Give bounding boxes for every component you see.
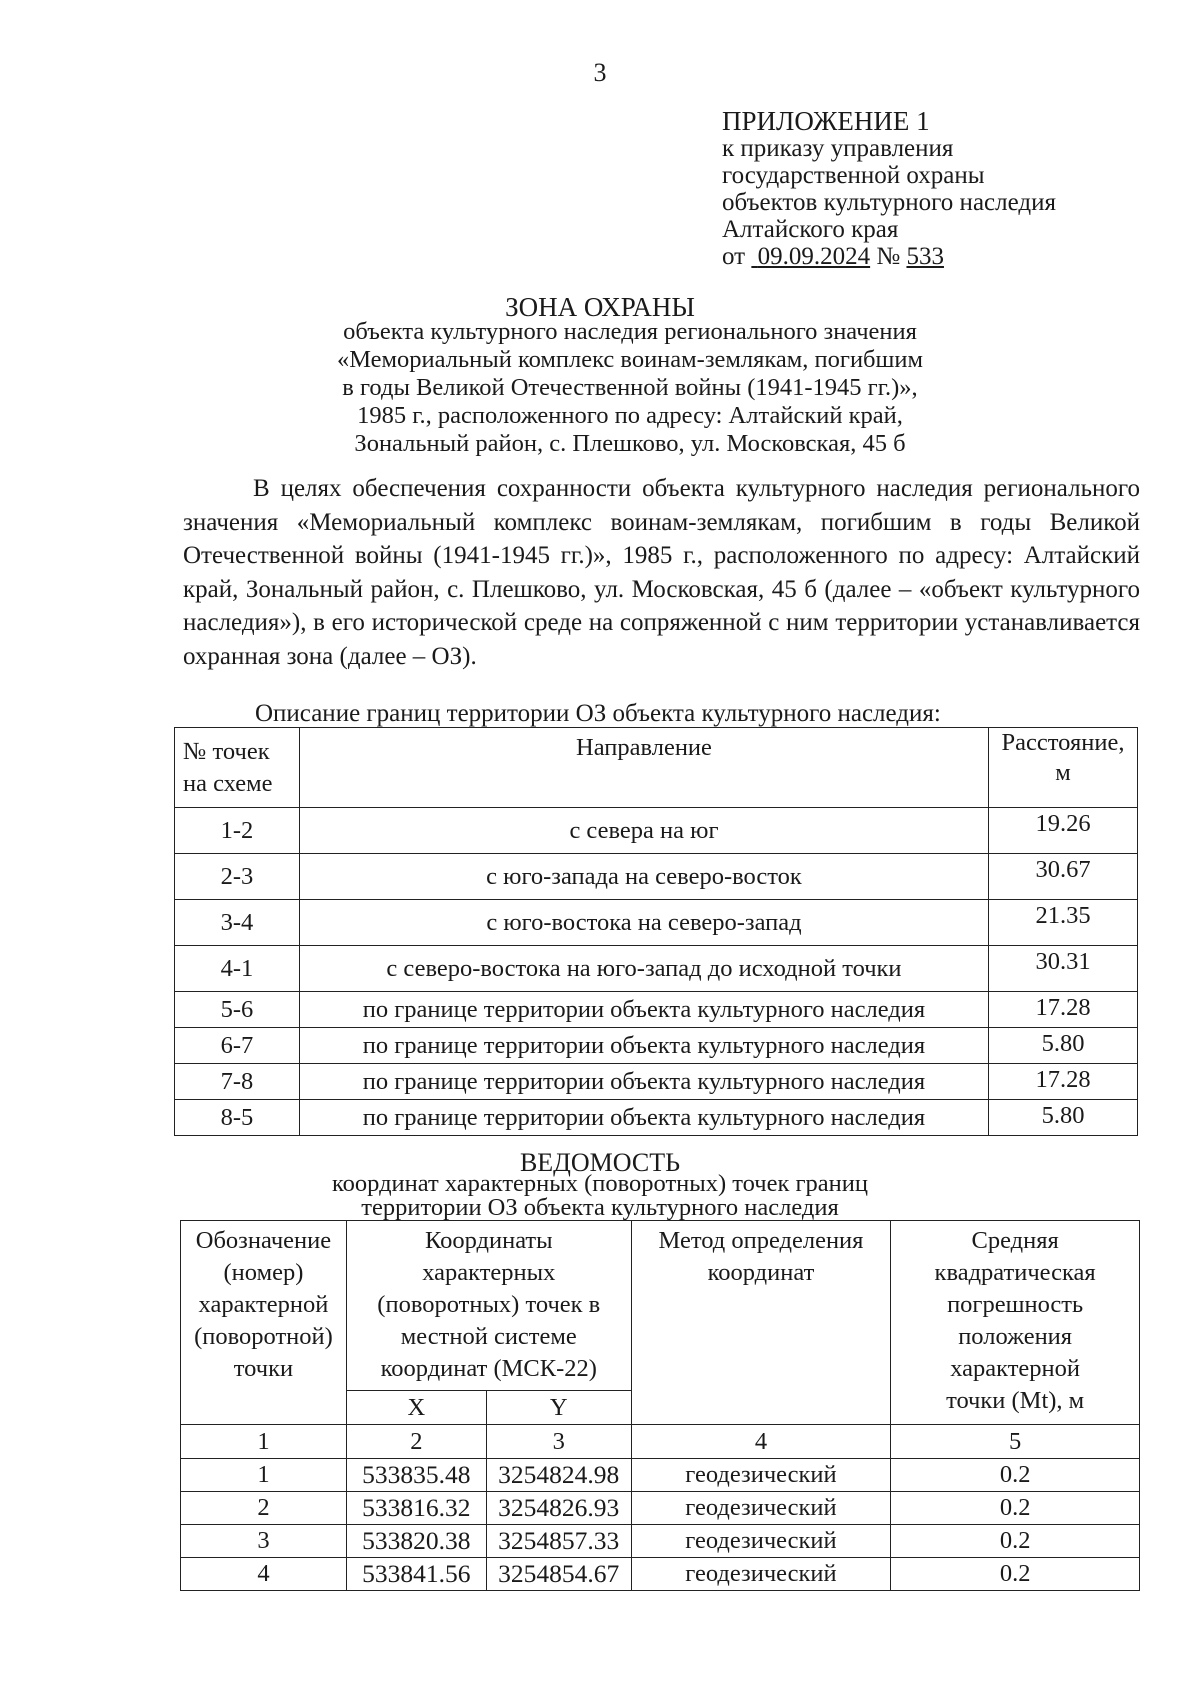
cell-points: 2-3 [175, 854, 300, 900]
cell-distance: 21.35 [989, 900, 1138, 946]
boundary-table-caption: Описание границ территории ОЗ объекта культурного наследия: [255, 700, 941, 727]
zone-desc-line: объекта культурного наследия регионального значения [343, 318, 917, 345]
column-number-row [181, 1425, 1140, 1459]
appendix-line: к приказу управления [722, 135, 954, 162]
cell-method: геодезический [631, 1525, 891, 1558]
cell-points: 1-2 [175, 808, 300, 854]
vedomost-title: ВЕДОМОСТЬ [519, 1148, 681, 1177]
cell-direction: по границе территории объекта культурного наследия [299, 1064, 988, 1100]
cell-y: 3254857.33 [486, 1525, 631, 1558]
intro-paragraph [183, 472, 1140, 673]
coordinates-table [180, 1220, 1140, 1591]
cell-error: 0.2 [891, 1492, 1140, 1525]
number-sign: № [876, 243, 901, 270]
cell-y: 3254854.67 [486, 1558, 631, 1591]
cell-direction: с северо-востока на юго-запад до исходной точки [299, 946, 988, 992]
header-x: X [346, 1391, 486, 1425]
table-header-row [181, 1221, 1140, 1391]
table-row [175, 808, 1138, 854]
boundary-table [174, 727, 1138, 1136]
header-designation: Обозначение (номер) характерной (поворотной) точки [181, 1221, 347, 1425]
cell-point: 4 [181, 1558, 347, 1591]
table-row [175, 1100, 1138, 1136]
cell-direction: с юго-востока на северо-запад [299, 900, 988, 946]
cell-direction: с севера на юг [299, 808, 988, 854]
appendix-line: объектов культурного наследия [722, 189, 1056, 216]
appendix-header [722, 108, 1056, 270]
order-date: 09.09.2024 [757, 243, 871, 270]
header-y: Y [486, 1391, 631, 1425]
appendix-line: государственной охраны [722, 162, 985, 189]
cell-y: 3254826.93 [486, 1492, 631, 1525]
col-number: 2 [346, 1425, 486, 1459]
header-method: Метод определения координат [631, 1221, 891, 1425]
cell-direction: с юго-запада на северо-восток [299, 854, 988, 900]
zone-description [300, 318, 960, 458]
vedomost-subtitle-line: координат характерных (поворотных) точек границ [331, 1170, 869, 1197]
header-points: № точек на схеме [175, 728, 300, 808]
cell-points: 7-8 [175, 1064, 300, 1100]
cell-method: геодезический [631, 1492, 891, 1525]
col-number: 3 [486, 1425, 631, 1459]
cell-distance: 5.80 [989, 1100, 1138, 1136]
appendix-title: ПРИЛОЖЕНИЕ 1 [722, 106, 930, 136]
header-direction: Направление [299, 728, 988, 808]
cell-error: 0.2 [891, 1459, 1140, 1492]
table-row [175, 992, 1138, 1028]
cell-distance: 30.31 [989, 946, 1138, 992]
table-row [181, 1558, 1140, 1591]
table-row [181, 1492, 1140, 1525]
table-header-row [175, 728, 1138, 808]
cell-x: 533820.38 [346, 1525, 486, 1558]
zone-desc-line: 1985 г., расположенного по адресу: Алтайский край, [357, 402, 903, 429]
vedomost-subtitle [0, 1172, 1200, 1220]
table-row [181, 1459, 1140, 1492]
table-row [175, 946, 1138, 992]
cell-method: геодезический [631, 1459, 891, 1492]
cell-points: 8-5 [175, 1100, 300, 1136]
cell-point: 1 [181, 1459, 347, 1492]
col-number: 4 [631, 1425, 891, 1459]
intro-text: В целях обеспечения сохранности объекта культурного наследия регионального значения «Мемориальный комплекс воинам-землякам, погибшим в годы Великой Отечественной войны (1941-1945 гг.)», 1985 г., расположенного по адресу: Алтайский край, Зональный район, с. Плешково, ул. Московская, 45 б (далее – «объект культурного наследия»), в его исторической среде на сопряженной с ним территории устанавливается охранная зона (далее – ОЗ). [183, 475, 1140, 670]
cell-distance: 17.28 [989, 1064, 1138, 1100]
table-row [181, 1525, 1140, 1558]
cell-point: 2 [181, 1492, 347, 1525]
table-row [175, 1064, 1138, 1100]
zone-desc-line: Зональный район, с. Плешково, ул. Московская, 45 б [354, 430, 906, 457]
cell-points: 3-4 [175, 900, 300, 946]
cell-direction: по границе территории объекта культурного наследия [299, 1028, 988, 1064]
col-number: 1 [181, 1425, 347, 1459]
header-distance: Расстояние, м [989, 728, 1138, 808]
cell-y: 3254824.98 [486, 1459, 631, 1492]
appendix-order-date-line [722, 243, 1056, 270]
cell-points: 5-6 [175, 992, 300, 1028]
cell-distance: 30.67 [989, 854, 1138, 900]
cell-distance: 17.28 [989, 992, 1138, 1028]
header-coordinates: Координаты характерных (поворотных) точек в местной системе координат (МСК-22) [346, 1221, 631, 1391]
cell-x: 533835.48 [346, 1459, 486, 1492]
cell-error: 0.2 [891, 1558, 1140, 1591]
order-number: 533 [906, 243, 944, 270]
table-row [175, 854, 1138, 900]
cell-points: 6-7 [175, 1028, 300, 1064]
appendix-line: Алтайского края [722, 216, 899, 243]
cell-distance: 5.80 [989, 1028, 1138, 1064]
table-row [175, 900, 1138, 946]
cell-distance: 19.26 [989, 808, 1138, 854]
cell-points: 4-1 [175, 946, 300, 992]
page-number: 3 [593, 58, 607, 87]
cell-direction: по границе территории объекта культурного наследия [299, 992, 988, 1028]
cell-point: 3 [181, 1525, 347, 1558]
cell-error: 0.2 [891, 1525, 1140, 1558]
zone-desc-line: в годы Великой Отечественной войны (1941-1945 гг.)», [342, 374, 918, 401]
header-error: Средняя квадратическая погрешность положения характерной точки (Mt), м [891, 1221, 1140, 1425]
zone-title: ЗОНА ОХРАНЫ [505, 292, 695, 322]
cell-direction: по границе территории объекта культурного наследия [299, 1100, 988, 1136]
table-row [175, 1028, 1138, 1064]
cell-method: геодезический [631, 1558, 891, 1591]
zone-desc-line: «Мемориальный комплекс воинам-землякам, погибшим [336, 346, 924, 373]
cell-x: 533841.56 [346, 1558, 486, 1591]
date-prefix: от [722, 243, 746, 270]
cell-x: 533816.32 [346, 1492, 486, 1525]
col-number: 5 [891, 1425, 1140, 1459]
vedomost-subtitle-line: территории ОЗ объекта культурного наследия [361, 1194, 839, 1221]
